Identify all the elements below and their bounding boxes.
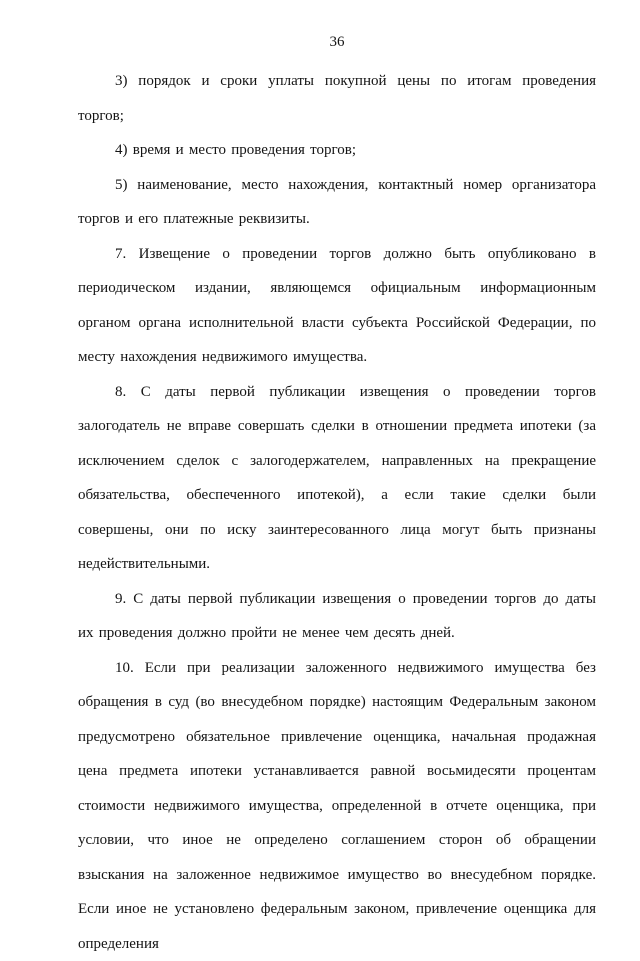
paragraph-list-item-4: 4) время и место проведения торгов; [78, 133, 596, 168]
paragraph-clause-9: 9. С даты первой публикации извещения о проведении торгов до даты их проведения должно пройти не менее чем десять дней. [78, 582, 596, 651]
page-number: 36 [78, 32, 596, 52]
paragraph-list-item-3: 3) порядок и сроки уплаты покупной цены по итогам проведения торгов; [78, 64, 596, 133]
document-text [78, 64, 596, 961]
paragraph-clause-8: 8. С даты первой публикации извещения о проведении торгов залогодатель не вправе совершать сделки в отношении предмета ипотеки (за исключением сделок с залогодержателем, направленных на прекращение обязательства, обеспеченного ипотекой), а если такие сделки были совершены, они по иску заинтересованного лица могут быть признаны недействительными. [78, 375, 596, 582]
paragraph-clause-7: 7. Извещение о проведении торгов должно быть опубликовано в периодическом издании, являющемся официальным информационным органом органа исполнительной власти субъекта Российской Федерации, по месту нахождения недвижимого имущества. [78, 237, 596, 375]
paragraph-clause-10: 10. Если при реализации заложенного недвижимого имущества без обращения в суд (во внесудебном порядке) настоящим Федеральным законом предусмотрено обязательное привлечение оценщика, начальная продажная цена предмета ипотеки устанавливается равной восьмидесяти процентам стоимости недвижимого имущества, определенной в отчете оценщика, при условии, что иное не определено соглашением сторон об обращении взыскания на заложенное недвижимое имущество во внесудебном порядке. Если иное не установлено федеральным законом, привлечение оценщика для определения [78, 651, 596, 961]
paragraph-list-item-5: 5) наименование, место нахождения, контактный номер организатора торгов и его платежные реквизиты. [78, 168, 596, 237]
